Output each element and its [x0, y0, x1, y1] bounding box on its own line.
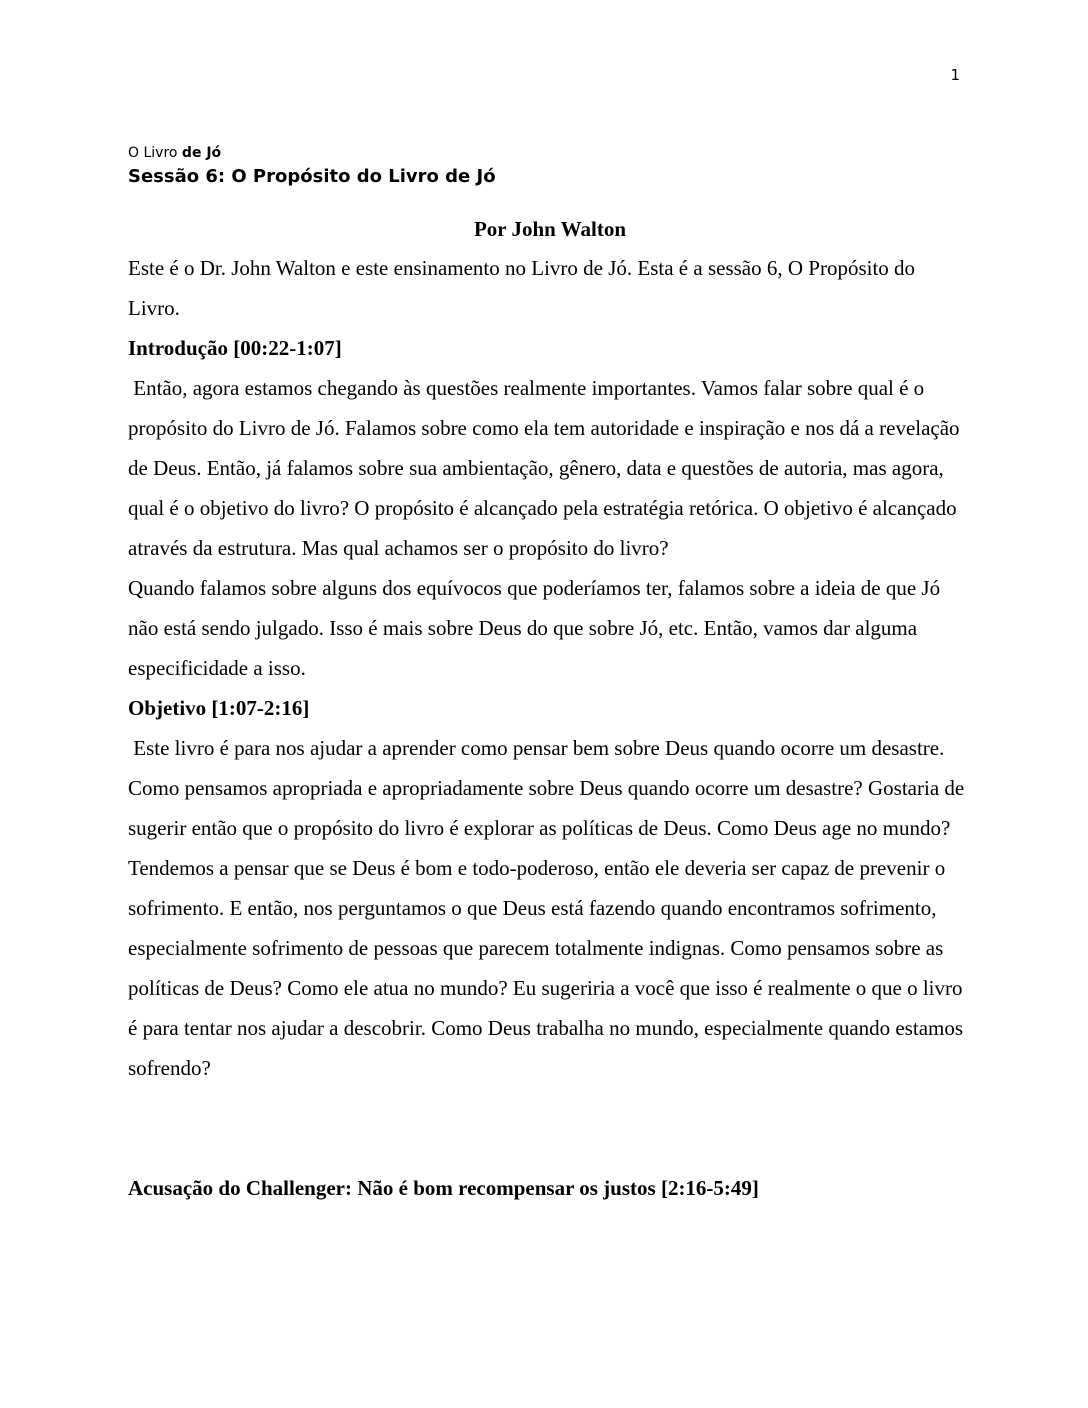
series-title-plain: O Livro [128, 145, 182, 161]
section-heading-acusacao: Acusação do Challenger: Não é bom recompensar os justos [2:16-5:49] [128, 1176, 759, 1200]
series-title-bold: de Jó [181, 145, 222, 161]
section-spacer [128, 1088, 968, 1168]
author-line: Por John Walton [473, 217, 627, 241]
section-paragraph: Este livro é para nos ajudar a aprender como pensar bem sobre Deus quando ocorre um desastre. Como pensamos apropriada e apropriadamente sobre Deus quando ocorre um desastre? Gostaria de sugerir então que o propósito do livro é explorar as políticas de Deus. Como Deus age no mundo? [128, 736, 970, 840]
section-heading-introducao: Introdução [00:22-1:07] [128, 336, 342, 360]
intro-paragraph: Este é o Dr. John Walton e este ensinamento no Livro de Jó. Esta é a sessão 6, O Propósito do Livro. [128, 256, 916, 320]
series-title [128, 143, 496, 163]
document-body [128, 210, 968, 1208]
section-paragraph: Tendemos a pensar que se Deus é bom e todo-poderoso, então ele deveria ser capaz de prevenir o sofrimento. E então, nos perguntamos o que Deus está fazendo quando encontramos sofrimento, especialmente sofrimento de pessoas que parecem totalmente indignas. Como pensamos sobre as políticas de Deus? Como ele atua no mundo? Eu sugeriria a você que isso é realmente o que o livro é para tentar nos ajudar a descobrir. Como Deus trabalha no mundo, especialmente quando estamos sofrendo? [128, 856, 964, 1080]
section-paragraph: Quando falamos sobre alguns dos equívocos que poderíamos ter, falamos sobre a ideia de que Jó não está sendo julgado. Isso é mais sobre Deus do que sobre Jó, etc. Então, vamos dar alguma especificidade a isso. [128, 576, 941, 680]
section-paragraph: Então, agora estamos chegando às questões realmente importantes. Vamos falar sobre qual é o propósito do Livro de Jó. Falamos sobre como ela tem autoridade e inspiração e nos dá a revelação de Deus. Então, já falamos sobre sua ambientação, gênero, data e questões de autoria, mas agora, qual é o objetivo do livro? O propósito é alcançado pela estratégia retórica. O objetivo é alcançado através da estrutura. Mas qual achamos ser o propósito do livro? [128, 376, 965, 560]
session-title: Sessão 6: O Propósito do Livro de Jó [128, 166, 496, 187]
page-number: 1 [950, 66, 960, 84]
section-heading-objetivo: Objetivo [1:07-2:16] [128, 696, 310, 720]
document-header [128, 143, 496, 190]
